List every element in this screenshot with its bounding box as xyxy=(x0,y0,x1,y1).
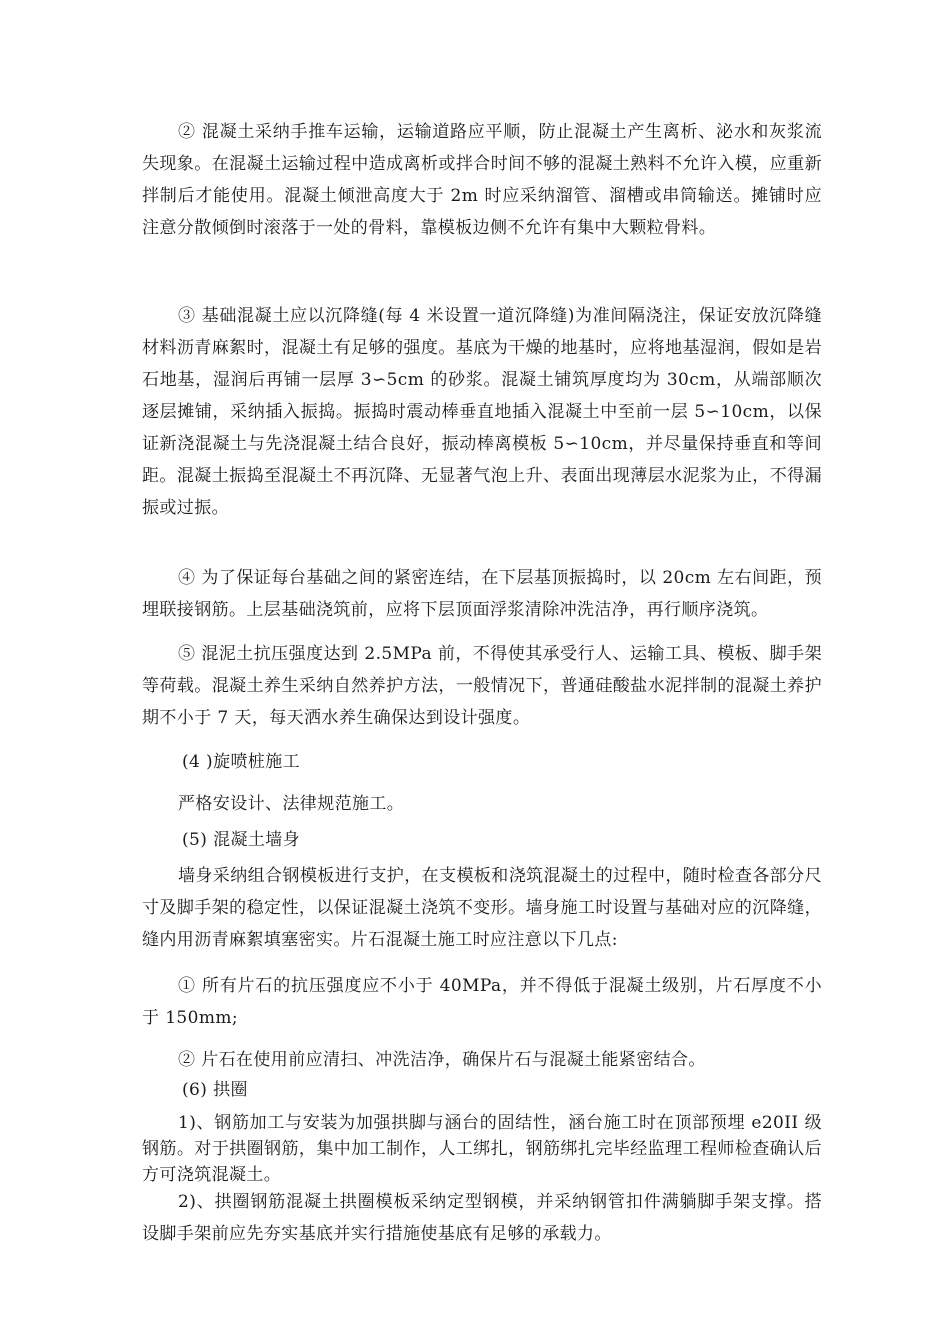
paragraph-wall: 墙身采纳组合钢模板进行支护，在支模板和浇筑混凝土的过程中，随时检查各部分尺寸及脚手架的稳定性，以保证混凝土浇筑不变形。墙身施工时设置与基础对应的沉降缝，缝内用沥青麻絮填塞密实。片石混凝土施工时应注意以下几点: xyxy=(142,866,822,950)
paragraph-stone-cleaning: ② 片石在使用前应清扫、冲洗洁净，确保片石与混凝土能紧密结合。 xyxy=(178,1050,706,1070)
heading-wall: (5) 混凝土墙身 xyxy=(182,830,301,850)
heading-jet-grouting: (4 )旋喷桩施工 xyxy=(182,752,301,772)
paragraph-stone-strength: ① 所有片石的抗压强度应不小于 40MPa，并不得低于混凝土级别，片石厚度不小于 150mm; xyxy=(142,976,822,1028)
paragraph-foundation-concrete: ③ 基础混凝土应以沉降缝(每 4 米设置一道沉降缝)为准间隔浇注，保证安放沉降缝材料沥青麻絮时，混凝土有足够的强度。基底为干燥的地基时，应将地基湿润，假如是岩石地基，湿润后再铺一层厚 3∽5cm 的砂浆。混凝土铺筑厚度均为 30cm，从端部顺次逐层摊铺，采纳插入振捣。振捣时震动棒垂直地插入混凝土中至前一层 5∽10cm，以保证新浇混凝土与先浇混凝土结合良好，振动棒离模板 5∽10cm，并尽量保持垂直和等间距。混凝土振捣至混凝土不再沉降、无显著气泡上升、表面出现薄层水泥浆为止，不得漏振或过振。 xyxy=(142,306,822,518)
heading-arch: (6) 拱圈 xyxy=(182,1080,248,1100)
paragraph-arch-formwork: 2)、拱圈钢筋混凝土拱圈模板采纳定型钢模，并采纳钢管扣件满躺脚手架支撑。搭设脚手架前应先夯实基底并实行措施使基底有足够的承载力。 xyxy=(142,1192,822,1244)
paragraph-connection-rebar: ④ 为了保证每台基础之间的紧密连结，在下层基顶振捣时，以 20cm 左右间距，预埋联接钢筋。上层基础浇筑前，应将下层顶面浮浆清除冲洗洁净，再行顺序浇筑。 xyxy=(142,568,822,620)
paragraph-concrete-transport: ② 混凝土采纳手推车运输，运输道路应平顺，防止混凝土产生离析、泌水和灰浆流失现象。在混凝土运输过程中造成离析或拌合时间不够的混凝土熟料不允许入模，应重新拌制后才能使用。混凝土倾泄高度大于 2m 时应采纳溜管、溜槽或串筒输送。摊铺时应注意分散倾倒时滚落于一处的骨料，靠模板边侧不允许有集中大颗粒骨料。 xyxy=(142,122,822,238)
paragraph-arch-rebar: 1)、钢筋加工与安装为加强拱脚与涵台的固结性，涵台施工时在顶部预埋 e20II 级钢筋。对于拱圈钢筋，集中加工制作，人工绑扎，钢筋绑扎完毕经监理工程师检查确认后方可浇筑混凝土。 xyxy=(142,1113,822,1185)
paragraph-jet-grouting: 严格安设计、法律规范施工。 xyxy=(178,794,405,814)
paragraph-curing: ⑤ 混泥土抗压强度达到 2.5MPa 前，不得使其承受行人、运输工具、模板、脚手架等荷载。混凝土养生采纳自然养护方法，一般情况下，普通硅酸盐水泥拌制的混凝土养护期不小于 7 天，每天洒水养生确保达到设计强度。 xyxy=(142,644,822,728)
